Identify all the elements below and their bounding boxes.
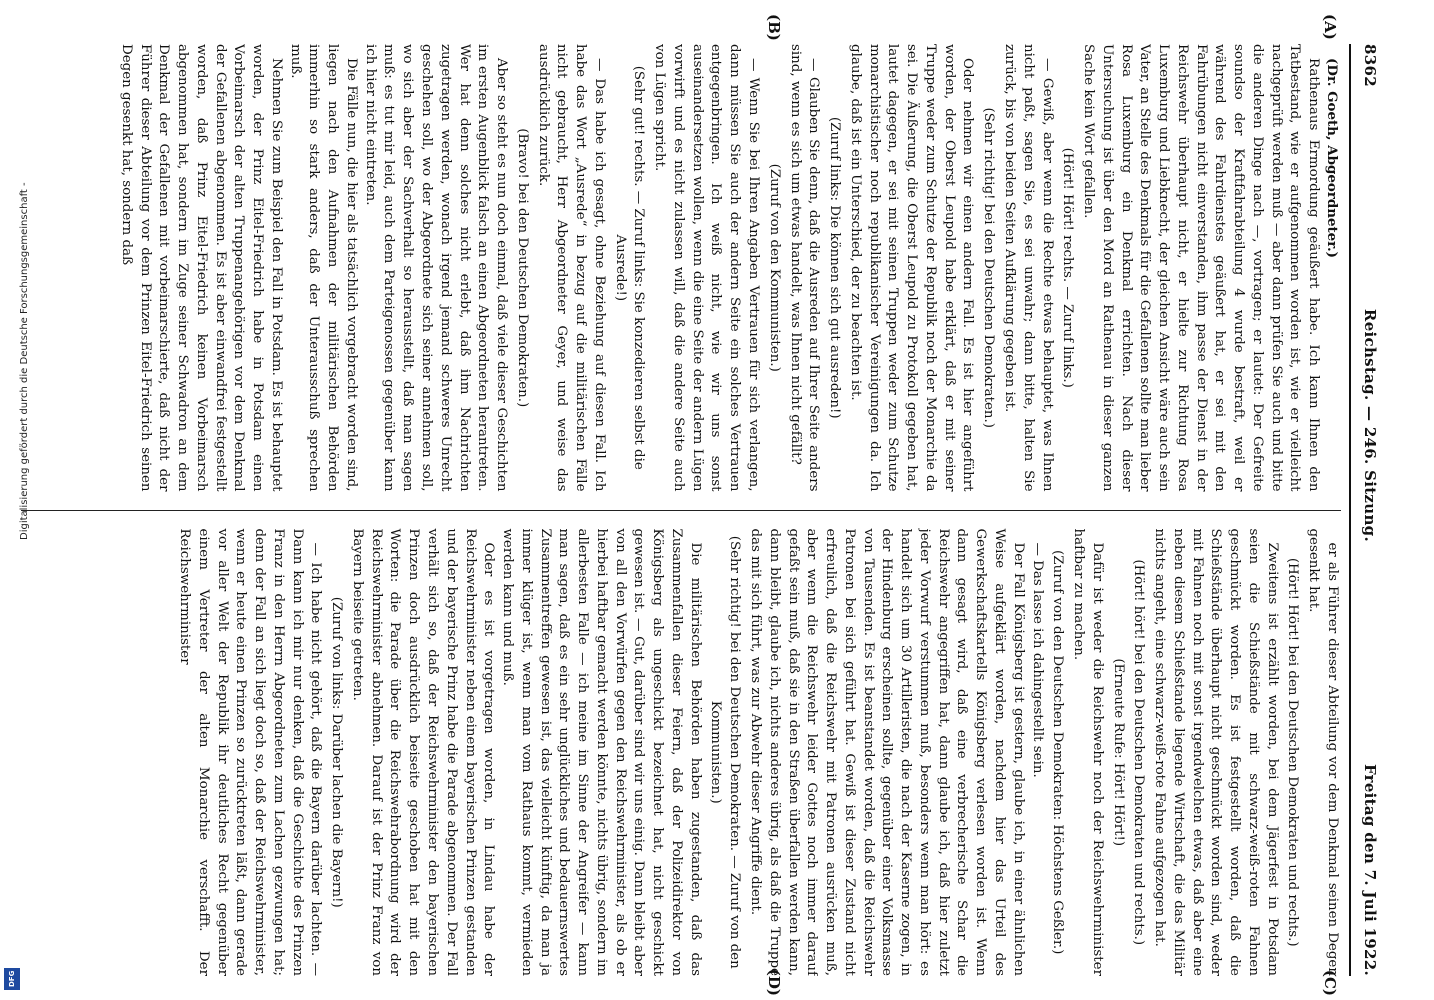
paragraph: — Das lasse ich dahingestellt sein. <box>1029 542 1045 778</box>
column-divider <box>21 510 1341 511</box>
paragraph: Die militärischen Behörden haben zugestanden, daß das Zusammenfallen dieser Feiern, daß der Polizeidirektor von Königsberg als ungeschickt bezeichnet hat, nicht geschickt gewesen ist. — Gut, darüber sind wir uns einig. Dann bleibt aber von all den Vorwürfen gegen den Reichswehrminister, als ob er hierbei haftbar gemacht werden könnte, nichts übrig, sondern im allerbesten Falle — ich meine im Sinne der Angreifer — kann man sagen, daß es ein sehr unglückliches und bedauernswertes Zusammentreffen gewesen ist, das vielleicht künftig, da man ja immer klüger ist, wenn man vom Rathaus kommt, vermieden werden kann und muß. <box>500 528 703 976</box>
interjection: (Sehr richtig! bei den Deutschen Demokraten.) <box>981 107 997 428</box>
paragraph: Rathenaus Ermordung geäußert habe. Ich kann Ihnen den Tatbestand, wie er aufgenommen worden ist, wie er vielleicht nachgeprüft werden muß — aber dann prüfen Sie auch und bitte die anderen Dinge nach —, vortragen; er lautet: Der Gefreite soundso der Kraftfahrabteilung 4 wurde bestraft, weil er während des Fahrdienstes geäußert hat, er sei mit den Fahrübungen nicht einverstanden, ihm passe der Dienst in der Reichswehr überhaupt nicht, er hielte zur Richtung Rosa Luxemburg und Liebknecht, der gleichen Ansicht wäre auch sein Vater, an Stelle des Denkmals für die Gefallenen sollte man lieber Rosa Luxemburg ein Denkmal errichten. Nach dieser Untersuchung ist über den Mord an Rathenau in dieser ganzen Sache kein Wort gefallen. <box>1081 44 1322 492</box>
paragraph: — Das habe ich gesagt, ohne Beziehung auf diesen Fall. Ich habe das Wort „Ausrede“ in bezug auf die militärischen Fälle nicht gebraucht, Herr Abgeordneter Geyer, und weise das ausdrücklich zurück. <box>535 44 607 492</box>
paragraph: Oder es ist vorgetragen worden, in Lindau habe der Reichswehrminister neben einem bayerischen Prinzen gestanden und der bayerische Prinz habe die Parade abgenommen. Der Fall verhält sich so, daß der Reichswehrminister den bayerischen Prinzen doch ausdrücklich beiseite geschoben hat mit den Worten: die Parade über die Reichswehrabordnung wird der Reichswehrminister abnehmen. Darauf ist der Prinz Franz von Bayern beiseite getreten. <box>349 528 497 976</box>
paragraph: Zweitens ist erzählt worden, bei dem Jägerfest in Potsdam seien die Schießstände mit schwarz-weiß-roten Fahnen geschmückt worden. Es ist festgestellt worden, daß die Schießstände überhaupt nicht geschmückt worden sind, weder mit Fahnen noch mit sonst irgendwelchen etwas, daß aber eine neben diesem Schießstande liegende Wirtschaft, die das Militär nichts angeht, eine schwarz-weiß-rote Fahne aufgezogen hat. <box>1152 528 1280 976</box>
interjection: (Erneute Rufe: Hört! Hört!) <box>1110 658 1126 847</box>
margin-marker-d: (D) <box>765 968 783 996</box>
paragraph: er als Führer dieser Abteilung vor dem Denkmal seinen Degen gesenkt hat. <box>1306 528 1340 976</box>
interjection: (Hört! hört! bei den Deutschen Demokraten und rechts.) <box>1131 559 1147 946</box>
digitization-note: Digitalisierung gefördert durch die Deutsche Forschungsgemeinschaft - <box>19 182 30 540</box>
margin-marker-c: (C) <box>1321 969 1339 996</box>
paragraph: Die Fälle nun, die hier als tatsächlich vorgebracht worden sind, liegen nach den Aufnahmen der militärischen Behörden immerhin so stark anders, daß der Unterausschuß sprechen muß. <box>287 44 359 492</box>
digitization-footer <box>6 0 30 1000</box>
text-columns <box>21 14 1341 996</box>
paragraph: Aber so steht es nun doch einmal, daß viele dieser Geschichten im ersten Augenblick falsch an einen Abgeordneten herantreten. Wer hat denn solches nicht erlebt, daß ihm Nachrichten zugetragen werden, wonach irgend jemand schweres Unrecht geschehen soll, wo der Abgeordnete sich seiner annehmen soll, wo sich aber der Sachverhalt so herausstellt, daß man sagen muß: es tut mir leid, auch dem Parteigenossen gegenüber kann ich hier nicht eintreten. <box>362 44 510 492</box>
paragraph: — Glauben Sie denn, daß die Ausreden auf Ihrer Seite anders sind, wenn es sich um etwas handelt, was Ihnen nicht gefällt? <box>787 44 822 492</box>
interjection: (Hört! Hört! rechts. — Zuruf links.) <box>1060 147 1076 388</box>
interjection: (Sehr richtig! bei den Deutschen Demokraten. — Zuruf von den Kommunisten.) <box>708 535 743 969</box>
right-column <box>21 528 1341 976</box>
paragraph: — Ich habe nicht gehört, daß die Bayern darüber lachten. — Dann kann ich mir nur denken, daß die Geschichte des Prinzen Franz in den Herrn Abgeordneten zum Lachen gezwungen hat; denn der Fall an sich liegt doch so, daß der Reichswehrminister, wenn er heute einen Prinzen so zurücktreten läßt, dann gerade vor aller Welt der Republik ihr deutliches Recht gegenüber einem Vertreter der alten Monarchie verschafft. Der Reichswehrminister <box>177 528 324 976</box>
paragraph: Oder nehmen wir einen andern Fall. Es ist hier angeführt worden, der Oberst Leupold habe erklärt, daß er mit seiner Truppe weder zum Schutze der Republik noch der Monarchie da sei. Die Äußerung, die Oberst Leupold zu Protokoll gegeben hat, lautet dagegen, er sei mit seinen Truppen weder zum Schutze monarchistischer noch republikanischer Vereinigungen da. Ich glaube, daß ist ein Unterschied, der zu beachten ist. <box>847 44 976 492</box>
speaker-label: (Dr. Goeth, Abgeordneter.) <box>1324 58 1340 258</box>
page-title: Reichstag. — 246. Sitzung. <box>1361 308 1379 542</box>
interjection: (Hört! Hört! bei den Deutschen Demokraten und rechts.) <box>1285 557 1301 947</box>
interjection: (Sehr gut! rechts. — Zuruf links: Sie konzedieren selbst die Ausrede!) <box>612 65 647 470</box>
paragraph: Dafür ist weder die Reichswehr noch der Reichswehrminister haftbar zu machen. <box>1071 528 1105 976</box>
paragraph: — Gewiß, aber wenn die Rechte etwas behauptet, was Ihnen nicht paßt, sagen Sie, es sei unwahr; dann bitte, halten Sie zurück, bis von beiden Seiten Aufklärung gegeben ist. <box>1001 44 1055 492</box>
left-column <box>21 44 1341 492</box>
interjection: (Zuruf von den Deutschen Demokraten: Höchstens Geßler.) <box>1050 550 1066 955</box>
interjection: (Zuruf von den Kommunisten.) <box>766 163 782 372</box>
document-page <box>7 0 1387 1000</box>
paragraph: Nehmen Sie zum Beispiel den Fall in Potsdam. Es ist behauptet worden, der Prinz Eitel-Friedrich habe in Potsdam einen Vorbeimarsch der alten Truppenangehörigen vor dem Denkmal der Gefallenen abgenommen. Es ist aber einwandfrei festgestellt worden, daß Prinz Eitel-Friedrich keinen Vorbeimarsch abgenommen hat, sondern im Zuge seiner Schwadron an dem Denkmal der Gefallenen mit vorbeimarschierte, daß nicht der Führer dieser Abteilung vor dem Prinzen Eitel-Friedrich seinen Degen gesenkt hat, sondern daß <box>118 44 284 492</box>
margin-marker-b: (B) <box>765 14 783 41</box>
margin-marker-a: (A) <box>1321 14 1339 40</box>
paragraph: — Wenn Sie bei Ihren Angaben Vertrauen für sich verlangen, dann müssen Sie auch der andern Seite ein solches Vertrauen entgegenbringen. Ich weiß nicht, wie wir uns sonst auseinandersetzen wollen, wenn die eine Seite der andern Lügen vorwirft und es nicht zulassen will, daß die andere Seite auch von Lügen spricht. <box>652 44 762 492</box>
interjection: (Zuruf links: Die können sich gut ausreden!) <box>827 116 843 419</box>
paragraph: Der Fall Königsberg ist gestern, glaube ich, in einer ähnlichen Weise aufgeklärt worden, nachdem hier das Urteil des Gewerkschaftskartells Königsberg verlesen worden ist. Wenn dann gesagt wird, daß eine verbrecherische Schar die Reichswehr angegriffen hat, dann glaube ich, daß hier zuletzt jeder Vorwurf verstummen muß, besonders wenn man hört: es handelt sich um 30 Artilleristen, die nach der Kaserne zogen, in der Hindenburg erscheinen sollte, gegenüber einer Volksmasse von Tausenden. Es ist beanstandet worden, daß die Reichswehr Patronen bei sich geführt hat. Gewiß ist dieser Zustand nicht erfreulich, daß die Reichswehr mit Patronen ausrücken muß, aber wenn die Reichswehr leider Gottes noch immer darauf gefaßt sein muß, daß sie in den Straßen überfallen werden kann, dann bleibt, glaube ich, nichts anderes übrig, als daß die Truppe das mit sich führt, was zur Abwehr dieser Angriffe dient. <box>748 528 1026 976</box>
page-number: 8362 <box>1361 44 1379 87</box>
interjection: (Zuruf von links: Darüber lachen die Bayern!) <box>329 596 345 908</box>
page-header <box>1349 44 1379 976</box>
session-date: Freitag den 7. Juli 1922. <box>1361 763 1379 976</box>
dfg-logo: DFG <box>4 968 20 990</box>
interjection: (Bravo! bei den Deutschen Demokraten.) <box>514 128 530 408</box>
